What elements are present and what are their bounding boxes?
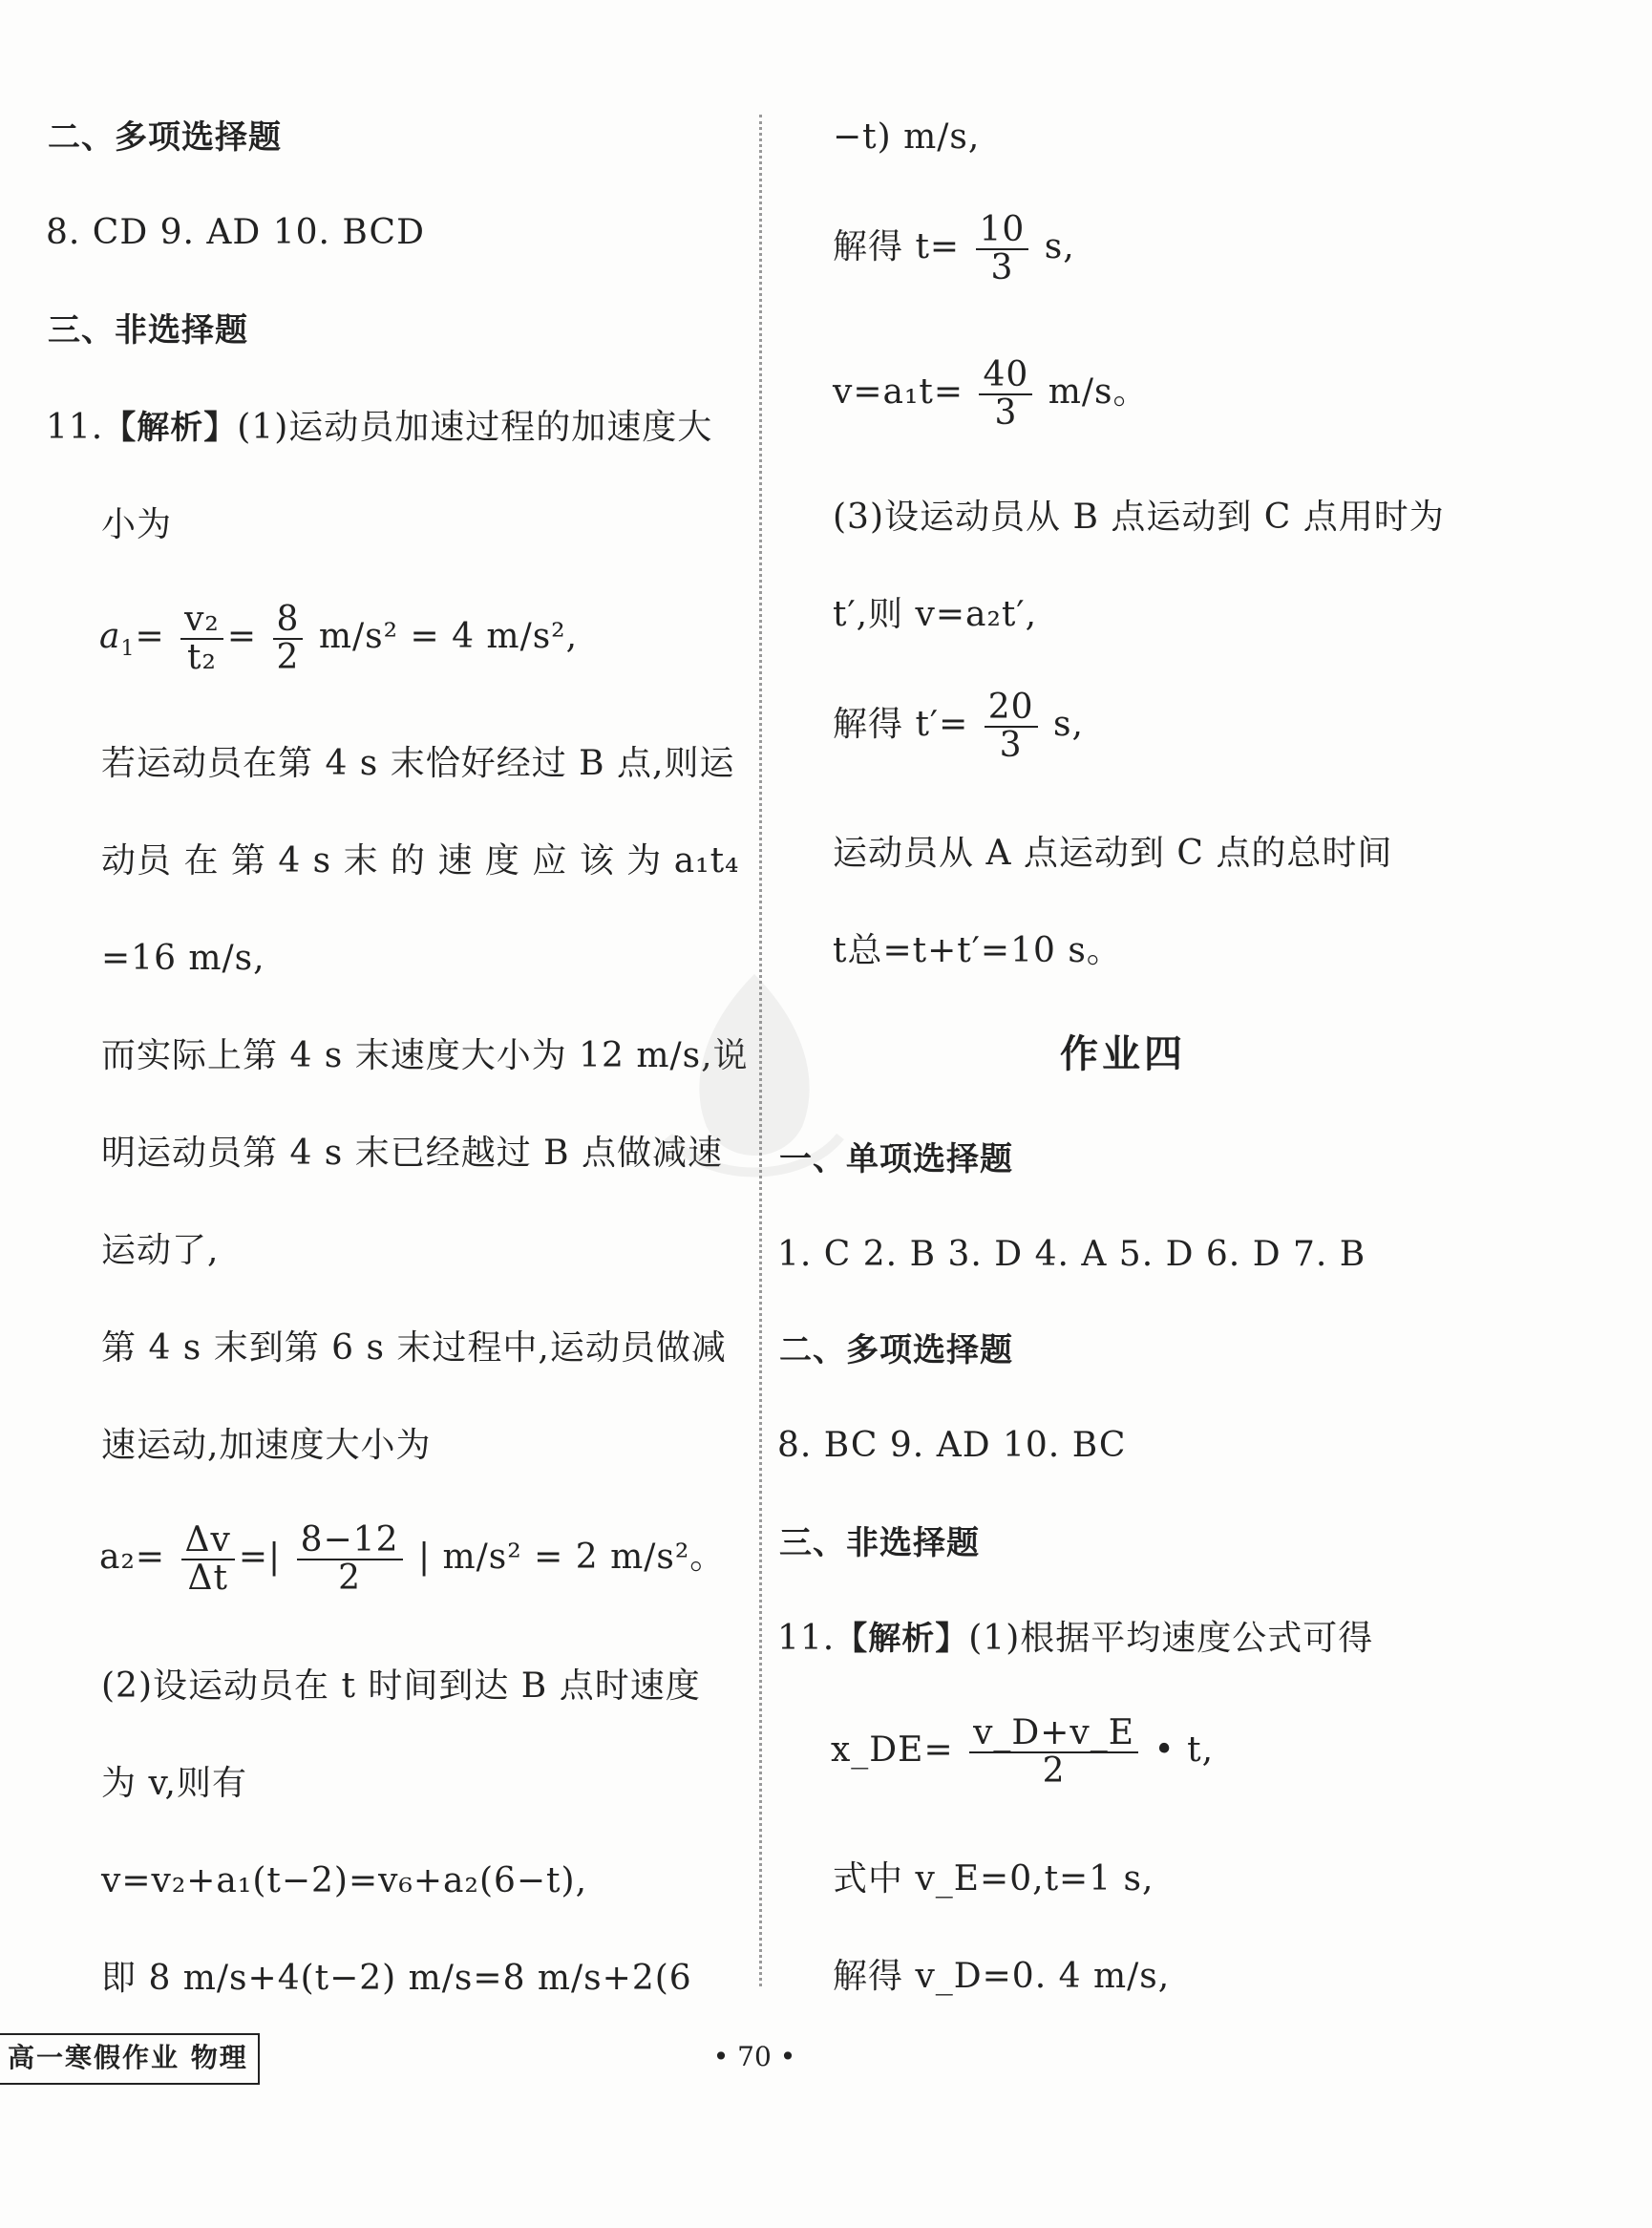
eq-a2-lhs: a₂= [99, 1538, 166, 1577]
paragraph-line: (2)设运动员在 t 时间到达 B 点时速度 [101, 1666, 701, 1706]
paragraph-line: 式中 v_E=0,t=1 s, [833, 1859, 1154, 1899]
fraction-denominator: 2 [338, 1559, 361, 1598]
solution-unit: s, [1044, 227, 1075, 266]
solution-t-prime [833, 690, 1084, 764]
solution-vd: 解得 v_D=0. 4 m/s, [833, 1957, 1171, 1996]
fraction-40-over-3 [979, 357, 1032, 432]
eq-a2-result: | m/s² = 2 m/s²。 [417, 1538, 726, 1577]
equation-a1 [99, 602, 578, 676]
fraction-8-minus-12-over-2 [297, 1522, 403, 1597]
section-title: 作业四 [1060, 1032, 1186, 1076]
eq-a1-symbol: a [99, 617, 121, 656]
paragraph-line: 明运动员第 4 s 末已经越过 B 点做减速 [101, 1134, 724, 1173]
paragraph-line: =16 m/s, [101, 939, 265, 978]
equation-a2 [99, 1522, 725, 1597]
fraction-numerator: v₂ [180, 602, 223, 640]
fraction-10-over-3 [976, 212, 1029, 286]
equation-continuation: −t) m/s, [833, 117, 981, 157]
solution-t [833, 212, 1075, 286]
paragraph-line: 动员 在 第 4 s 末 的 速 度 应 该 为 a₁t₄ [101, 841, 740, 881]
heading-single-choice: 一、单项选择题 [779, 1140, 1013, 1178]
fraction-dv-over-dt [181, 1522, 235, 1597]
fraction-numerator: Δv [181, 1522, 235, 1560]
fraction-denominator: t₂ [187, 638, 217, 677]
paragraph-line: (3)设运动员从 B 点运动到 C 点用时为 [833, 498, 1445, 537]
paragraph-line: 运动了, [101, 1231, 220, 1270]
fraction-denominator: 3 [994, 393, 1018, 433]
fraction-denominator: 3 [999, 726, 1023, 765]
solution-unit: m/s。 [1048, 372, 1149, 412]
eq-a1-subscript: 1 [120, 637, 136, 662]
solution-v [833, 357, 1149, 432]
fraction-v2-over-t2 [180, 602, 223, 676]
eq-a1-equals-2: = [226, 617, 258, 656]
fraction-denominator: 2 [1042, 1751, 1066, 1791]
fraction-denominator: 3 [990, 248, 1014, 287]
multi-choice-answers: 8. CD 9. AD 10. BCD [46, 213, 425, 252]
fraction-8-over-2 [273, 602, 304, 676]
q11-intro [777, 1616, 1373, 1662]
fraction-20-over-3 [985, 690, 1038, 764]
eq-a2-abs-open: =| [238, 1538, 282, 1577]
fraction-vd-plus-ve-over-2 [969, 1715, 1138, 1790]
paragraph-line: 第 4 s 末到第 6 s 末过程中,运动员做减 [101, 1328, 727, 1368]
solution-unit: s, [1052, 705, 1084, 744]
heading-non-choice: 三、非选择题 [48, 311, 248, 350]
watermark-emblem-icon [649, 965, 859, 1194]
solution-prefix: 解得 t= [833, 227, 961, 266]
page-number: • 70 • [712, 2041, 796, 2072]
eq-x-tail: • t, [1154, 1730, 1215, 1770]
paragraph-line: 而实际上第 4 s 末速度大小为 12 m/s,说 [101, 1036, 749, 1075]
fraction-numerator: 40 [979, 357, 1032, 395]
analysis-tag: 【解析】 [103, 409, 238, 447]
eq-a1-result: m/s² = 4 m/s², [318, 617, 579, 656]
heading-multiple-choice: 二、多项选择题 [779, 1331, 1013, 1369]
single-choice-answers: 1. C 2. B 3. D 4. A 5. D 6. D 7. B [777, 1235, 1366, 1274]
solution-prefix: v=a₁t= [833, 372, 964, 412]
equation-v: v=v₂+a₁(t−2)=v₆+a₂(6−t), [101, 1861, 588, 1900]
fraction-numerator: 8−12 [297, 1522, 403, 1560]
paragraph-line: 为 v,则有 [101, 1764, 247, 1803]
paragraph-line: 速运动,加速度大小为 [101, 1426, 432, 1465]
q11-text-cont: 小为 [101, 505, 173, 544]
fraction-numerator: v_D+v_E [969, 1715, 1138, 1753]
fraction-numerator: 10 [976, 212, 1029, 250]
solution-prefix: 解得 t′= [833, 705, 969, 744]
eq-a1-equals: = [135, 617, 165, 656]
fraction-denominator: 2 [276, 638, 300, 677]
question-number: 11. [777, 1619, 836, 1658]
equation-v-expanded: 即 8 m/s+4(t−2) m/s=8 m/s+2(6 [101, 1959, 692, 1998]
eq-x-lhs: x_DE= [831, 1730, 954, 1770]
heading-multiple-choice: 二、多项选择题 [48, 118, 282, 157]
q11-intro [46, 405, 712, 451]
paragraph-line: 若运动员在第 4 s 末恰好经过 B 点,则运 [101, 744, 735, 783]
question-number: 11. [46, 408, 104, 447]
paragraph-line: t′,则 v=a₂t′, [833, 595, 1038, 634]
book-label: 高一寒假作业 物理 [0, 2033, 260, 2085]
q11-text: (1)根据平均速度公式可得 [968, 1619, 1374, 1658]
multi-choice-answers: 8. BC 9. AD 10. BC [777, 1426, 1127, 1465]
fraction-numerator: 8 [273, 602, 304, 640]
q11-text: (1)运动员加速过程的加速度大 [237, 408, 713, 447]
fraction-numerator: 20 [985, 690, 1038, 728]
fraction-denominator: Δt [187, 1559, 228, 1598]
equation-x-de [831, 1715, 1214, 1790]
total-time: t总=t+t′=10 s。 [833, 931, 1122, 970]
paragraph-line: 运动员从 A 点运动到 C 点的总时间 [833, 834, 1393, 873]
heading-non-choice: 三、非选择题 [779, 1524, 980, 1562]
analysis-tag: 【解析】 [835, 1620, 969, 1658]
